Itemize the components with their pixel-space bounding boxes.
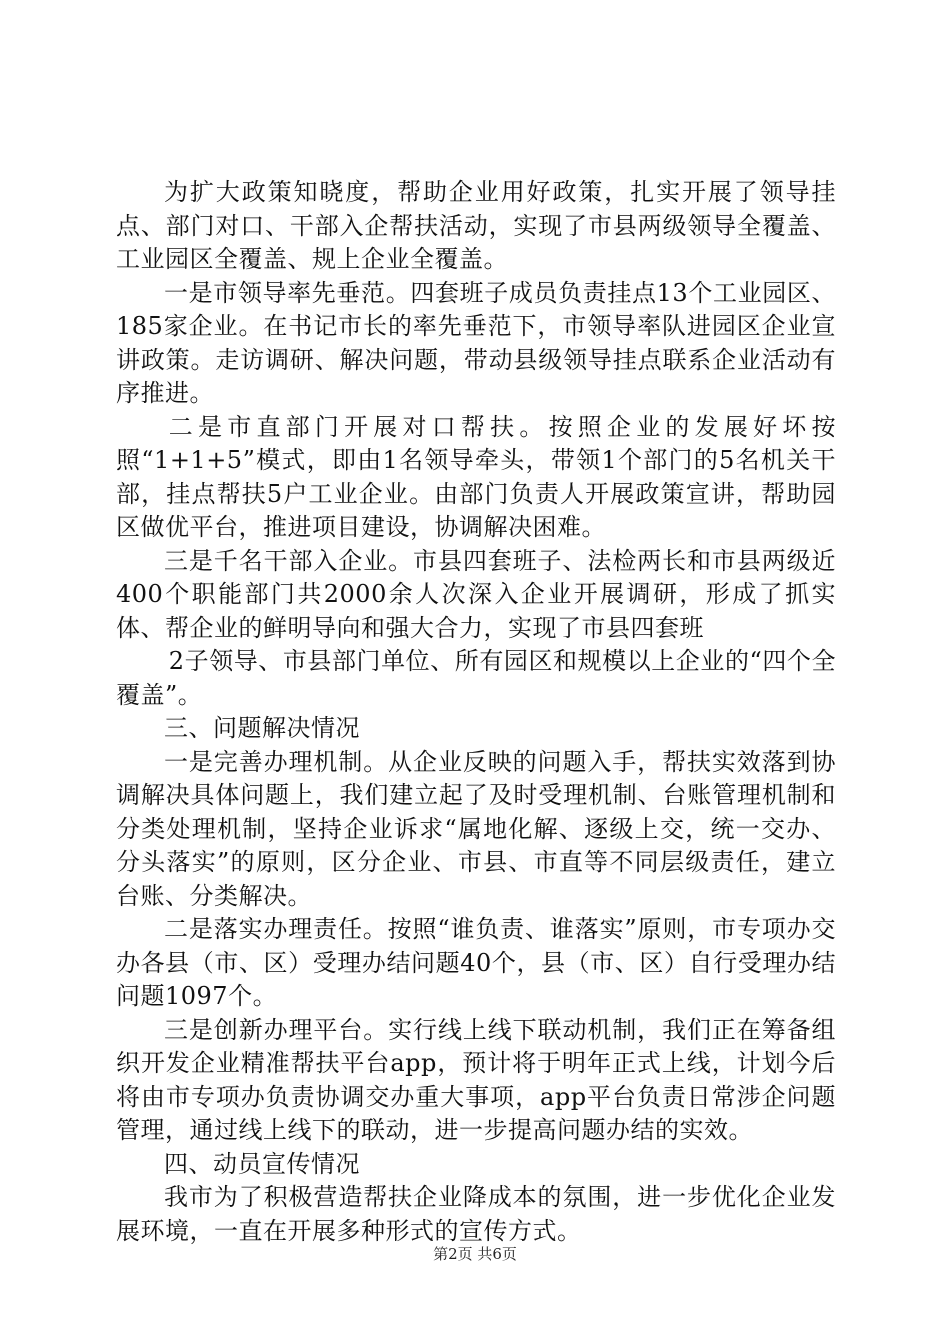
paragraph-platform: 三是创新办理平台。实行线上线下联动机制，我们正在筹备组织开发企业精准帮扶平台app，预计将于明年正式上线，计划今后将由市专项办负责协调交办重大事项，app平台负责日常涉企问题管理，通过线上线下的联动，进一步提高问题办结的实效。 xyxy=(116,1015,836,1144)
paragraph-city-leaders: 一是市领导率先垂范。四套班子成员负责挂点13个工业园区、185家企业。在书记市长的率先垂范下，市领导率队进园区企业宣讲政策。走访调研、解决问题，带动县级领导挂点联系企业活动有序推进。 xyxy=(116,278,836,407)
paragraph-mechanism: 一是完善办理机制。从企业反映的问题入手，帮扶实效落到协调解决具体问题上，我们建立起了及时受理机制、台账管理机制和分类处理机制，坚持企业诉求“属地化解、逐级上交，统一交办、分头落实”的原则，区分企业、市县、市直等不同层级责任，建立台账、分类解决。 xyxy=(116,747,836,910)
paragraph-four-coverage: 2子领导、市县部门单位、所有园区和规模以上企业的“四个全覆盖”。 xyxy=(116,647,836,709)
paragraph-responsibility: 二是落实办理责任。按照“谁负责、谁落实”原则，市专项办交办各县（市、区）受理办结问题40个，县（市、区）自行受理办结问题1097个。 xyxy=(116,915,836,1010)
paragraph-publicity: 我市为了积极营造帮扶企业降成本的氛围，进一步优化企业发展环境，一直在开展多种形式的宣传方式。 xyxy=(116,1183,836,1245)
paragraph-cadres-enterprise: 三是千名干部入企业。市县四套班子、法检两长和市县两级近400个职能部门共2000余人次深入企业开展调研，形成了抓实体、帮企业的鲜明导向和强大合力，实现了市县四套班 xyxy=(116,546,836,642)
paragraph-department-support: 二是市直部门开展对口帮扶。按照企业的发展好坏按照“1+1+5”模式，即由1名领导牵头，带领1个部门的5名机关干部，挂点帮扶5户工业企业。由部门负责人开展政策宣讲，帮助园区做优平台，推进项目建设，协调解决困难。 xyxy=(116,412,836,541)
section-heading-publicity: 四、动员宣传情况 xyxy=(164,1149,360,1178)
paragraph-intro: 为扩大政策知晓度，帮助企业用好政策，扎实开展了领导挂点、部门对口、干部入企帮扶活动，实现了市县两级领导全覆盖、工业园区全覆盖、规上企业全覆盖。 xyxy=(116,178,836,273)
section-heading-problem-solving: 三、问题解决情况 xyxy=(164,714,360,742)
document-body xyxy=(116,176,836,1248)
page-number-footer: 第2页 共6页 xyxy=(433,1245,517,1263)
